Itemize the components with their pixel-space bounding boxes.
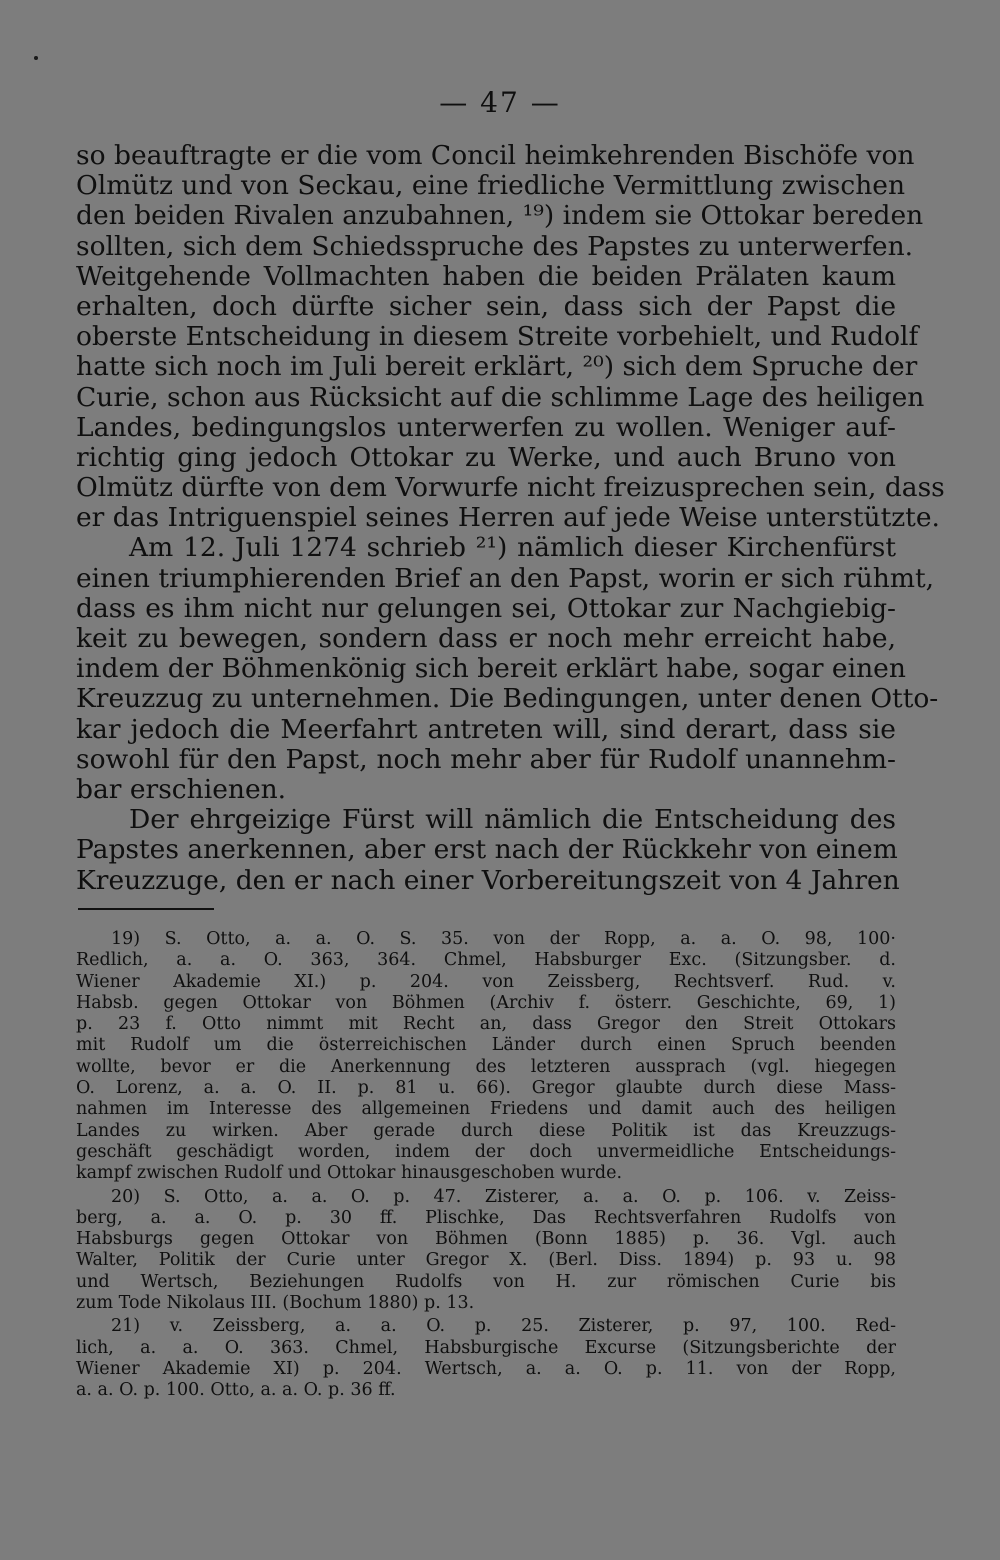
body-line: er das Intriguenspiel seines Herren auf jede Weise unterstützte.	[76, 502, 940, 534]
footnotes	[76, 929, 896, 1402]
footnote-line: kampf zwischen Rudolf und Ottokar hinausgeschoben wurde.	[76, 1163, 623, 1184]
body-line: erhalten, doch dürfte sicher sein, dass sich der Papst die	[76, 290, 896, 322]
footnote-line: lich, a. a. O. 363. Chmel, Habsburgische Excurse (Sitzungsberichte der	[76, 1337, 896, 1358]
footnote-line: Habsburgs gegen Ottokar von Böhmen (Bonn 1885) p. 36. Vgl. auch	[76, 1229, 896, 1250]
footnote-separator	[78, 908, 214, 910]
body-line: den beiden Rivalen anzubahnen, ¹⁹) indem sie Ottokar bereden	[76, 200, 924, 232]
body-line: einen triumphierenden Brief an den Papst, worin er sich rühmt,	[76, 562, 935, 594]
footnote-line: p. 23 f. Otto nimmt mit Recht an, dass Gregor den Streit Ottokars	[76, 1014, 896, 1035]
body-line: oberste Entscheidung in diesem Streite vorbehielt, und Rudolf	[76, 321, 919, 353]
body-line: Kreuzzug zu unternehmen. Die Bedingungen, unter denen Otto-	[76, 683, 939, 715]
body-line: kar jedoch die Meerfahrt antreten will, sind derart, dass sie	[76, 713, 896, 745]
body-line: sowohl für den Papst, noch mehr aber für Rudolf unannehm-	[76, 743, 896, 775]
footnote-line: geschäft geschädigt worden, indem der doch unvermeidliche Entscheidungs-	[76, 1141, 896, 1162]
body-line: richtig ging jedoch Ottokar zu Werke, und auch Bruno von	[76, 441, 896, 473]
body-line: Am 12. Juli 1274 schrieb ²¹) nämlich dieser Kirchenfürst	[129, 532, 896, 564]
body-text	[76, 140, 945, 896]
body-line: Curie, schon aus Rücksicht auf die schlimme Lage des heiligen	[76, 381, 925, 413]
body-line: dass es ihm nicht nur gelungen sei, Ottokar zur Nachgiebig-	[76, 592, 896, 624]
body-line: Landes, bedingungslos unterwerfen zu wollen. Weniger auf-	[76, 411, 896, 443]
body-line: Olmütz dürfte von dem Vorwurfe nicht freizusprechen sein, dass	[76, 472, 945, 504]
body-line: Olmütz und von Seckau, eine friedliche Vermittlung zwischen	[76, 170, 906, 202]
footnote-line: mit Rudolf um die österreichischen Länder durch einen Spruch beenden	[76, 1035, 896, 1056]
body-line: indem der Böhmenkönig sich bereit erklärt habe, sogar einen	[76, 653, 906, 685]
footnote-line: Walter, Politik der Curie unter Gregor X. (Berl. Diss. 1894) p. 93 u. 98	[76, 1250, 896, 1271]
body-line: Papstes anerkennen, aber erst nach der Rückkehr von einem	[76, 834, 898, 866]
body-line: so beauftragte er die vom Concil heimkehrenden Bischöfe von	[76, 140, 915, 171]
footnote-line: 19) S. Otto, a. a. O. S. 35. von der Ropp, a. a. O. 98, 100·	[111, 929, 896, 949]
footnote-line: berg, a. a. O. p. 30 ff. Plischke, Das Rechtsverfahren Rudolfs von	[76, 1207, 896, 1228]
body-line: hatte sich noch im Juli bereit erklärt, ²⁰) sich dem Spruche der	[76, 351, 918, 383]
footnote-line: O. Lorenz, a. a. O. II. p. 81 u. 66). Gregor glaubte durch diese Mass-	[76, 1078, 896, 1099]
footnote-line: und Wertsch, Beziehungen Rudolfs von H. zur römischen Curie bis	[76, 1271, 896, 1292]
footnote-line: a. a. O. p. 100. Otto, a. a. O. p. 36 ff.	[76, 1380, 396, 1401]
footnote-line: nahmen im Interesse des allgemeinen Friedens und damit auch des heiligen	[76, 1099, 896, 1120]
speck-mark	[34, 56, 38, 60]
body-line: keit zu bewegen, sondern dass er noch mehr erreicht habe,	[76, 623, 896, 654]
body-line: Der ehrgeizige Fürst will nämlich die Entscheidung des	[129, 804, 896, 836]
footnote-line: zum Tode Nikolaus III. (Bochum 1880) p. 13.	[76, 1293, 475, 1314]
body-line: bar erschienen.	[76, 773, 287, 805]
footnote-line: wollte, bevor er die Anerkennung des letzteren aussprach (vgl. hiegegen	[76, 1056, 896, 1077]
footnote-line: Habsb. gegen Ottokar von Böhmen (Archiv f. österr. Geschichte, 69, 1)	[76, 992, 896, 1013]
footnote-line: 21) v. Zeissberg, a. a. O. p. 25. Zisterer, p. 97, 100. Red-	[111, 1316, 896, 1337]
footnote-line: Wiener Akademie XI) p. 204. Wertsch, a. a. O. p. 11. von der Ropp,	[76, 1358, 896, 1379]
footnote-line: Landes zu wirken. Aber gerade durch diese Politik ist das Kreuzzugs-	[76, 1120, 896, 1141]
body-line: Kreuzzuge, den er nach einer Vorbereitungszeit von 4 Jahren	[76, 864, 900, 896]
footnote-line: 20) S. Otto, a. a. O. p. 47. Zisterer, a. a. O. p. 106. v. Zeiss-	[111, 1186, 896, 1207]
footnote-line: Wiener Akademie XI.) p. 204. von Zeissberg, Rechtsverf. Rud. v.	[76, 971, 896, 992]
body-line: sollten, sich dem Schiedsspruche des Papstes zu unterwerfen.	[76, 230, 914, 262]
page-number: — 47 —	[439, 86, 561, 119]
body-line: Weitgehende Vollmachten haben die beiden Prälaten kaum	[76, 260, 896, 292]
footnote-line: Redlich, a. a. O. 363, 364. Chmel, Habsburger Exc. (Sitzungsber. d.	[76, 950, 896, 971]
